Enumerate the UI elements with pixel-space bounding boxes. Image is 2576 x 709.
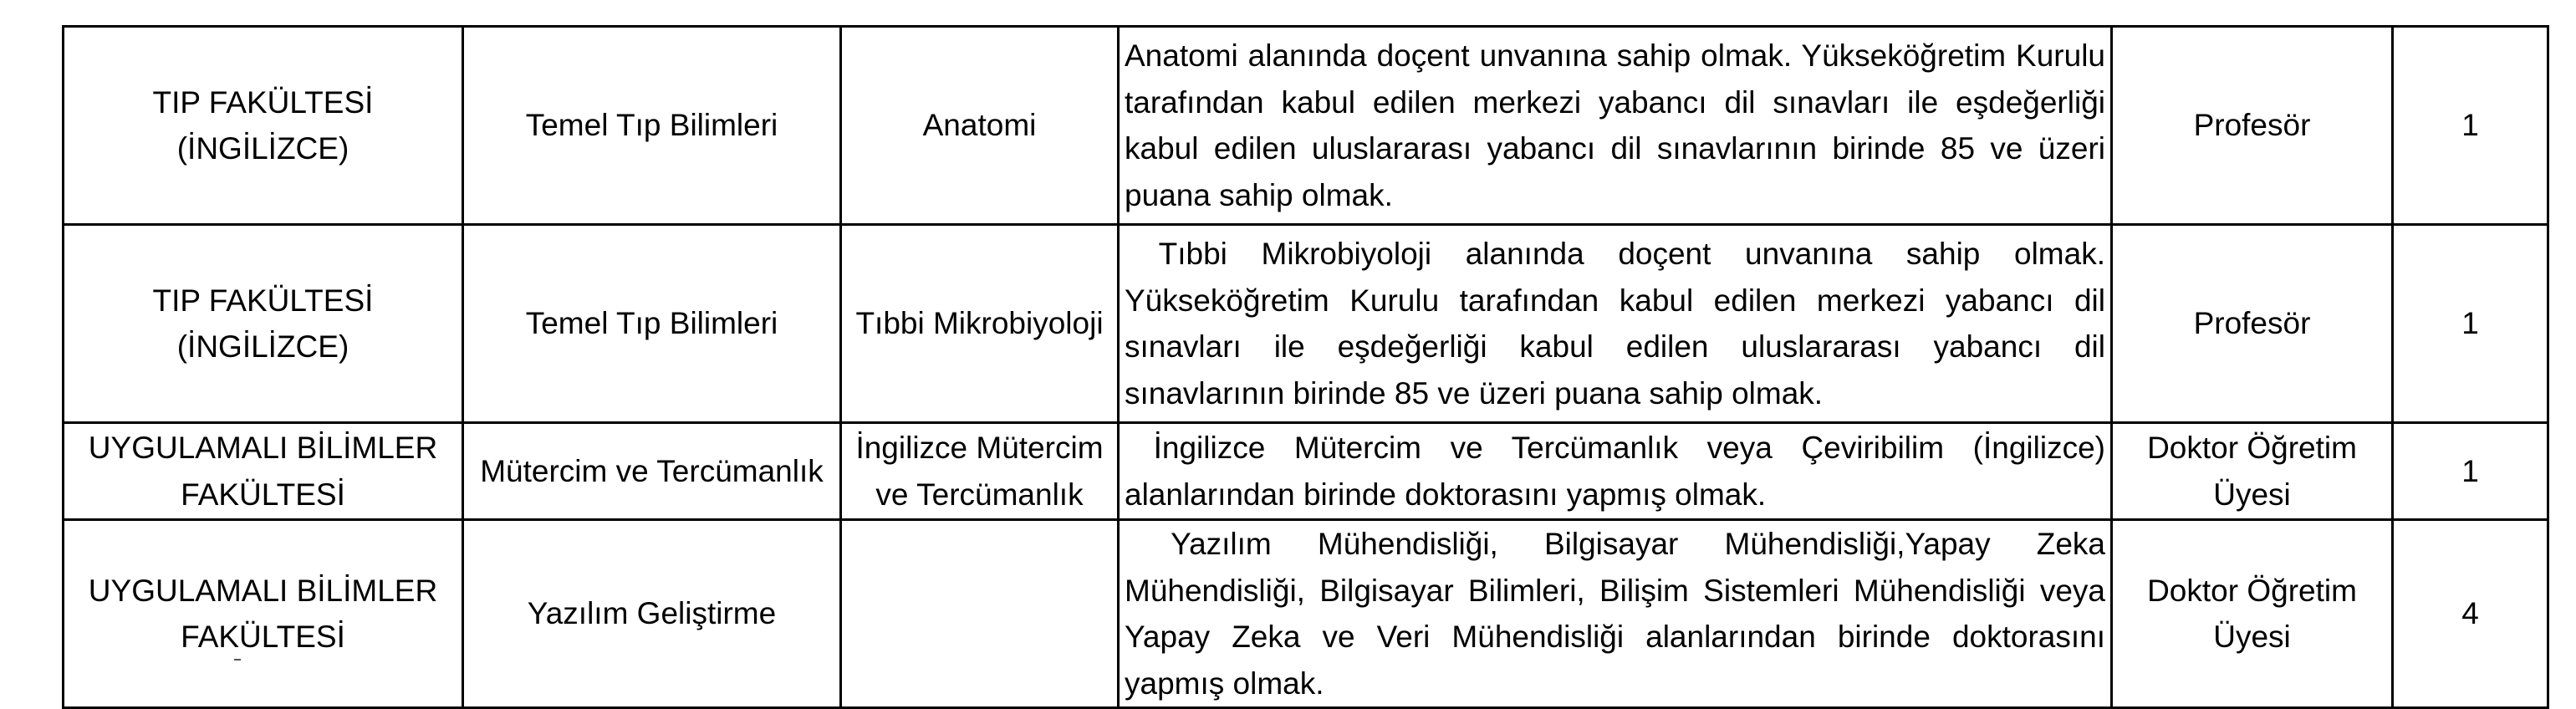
program-cell xyxy=(841,520,1119,708)
count-cell: 1 xyxy=(2393,423,2548,520)
department-cell: Temel Tıp Bilimleri xyxy=(463,27,841,225)
title-cell: Profesör xyxy=(2112,27,2393,225)
cropped-text-fragment xyxy=(234,659,241,667)
faculty-cell: UYGULAMALI BİLİMLER FAKÜLTESİ xyxy=(64,423,463,520)
title-cell: Profesör xyxy=(2112,225,2393,423)
count-cell: 4 xyxy=(2393,520,2548,708)
program-cell: Tıbbi Mikrobiyoloji xyxy=(841,225,1119,423)
requirements-cell: Yazılım Mühendisliği, Bilgisayar Mühendisliği,Yapay Zeka Mühendisliği, Bilgisayar Bilimleri, Bilişim Sistemleri Mühendisliği veya Yapay Zeka ve Veri Mühendisliği alanlarından birinde doktorasını yapmış olmak. xyxy=(1119,520,2112,708)
positions-table xyxy=(62,25,2549,709)
count-cell: 1 xyxy=(2393,225,2548,423)
program-cell: Anatomi xyxy=(841,27,1119,225)
faculty-cell: UYGULAMALI BİLİMLER FAKÜLTESİ xyxy=(64,520,463,708)
table-row xyxy=(64,27,2548,225)
table-row xyxy=(64,423,2548,520)
table-row xyxy=(64,520,2548,708)
department-cell: Temel Tıp Bilimleri xyxy=(463,225,841,423)
faculty-cell: TIP FAKÜLTESİ (İNGİLİZCE) xyxy=(64,225,463,423)
title-cell: Doktor Öğretim Üyesi xyxy=(2112,423,2393,520)
faculty-cell: TIP FAKÜLTESİ (İNGİLİZCE) xyxy=(64,27,463,225)
requirements-cell: İngilizce Mütercim ve Tercümanlık veya Çeviribilim (İngilizce) alanlarından birinde doktorasını yapmış olmak. xyxy=(1119,423,2112,520)
requirements-cell: Anatomi alanında doçent unvanına sahip olmak. Yükseköğretim Kurulu tarafından kabul edilen merkezi yabancı dil sınavları ile eşdeğerliği kabul edilen uluslararası yabancı dil sınavlarının birinde 85 ve üzeri puana sahip olmak. xyxy=(1119,27,2112,225)
count-cell: 1 xyxy=(2393,27,2548,225)
requirements-cell: Tıbbi Mikrobiyoloji alanında doçent unvanına sahip olmak. Yükseköğretim Kurulu tarafından kabul edilen merkezi yabancı dil sınavları ile eşdeğerliği kabul edilen uluslararası yabancı dil sınavlarının birinde 85 ve üzeri puana sahip olmak. xyxy=(1119,225,2112,423)
department-cell: Yazılım Geliştirme xyxy=(463,520,841,708)
program-cell: İngilizce Mütercim ve Tercümanlık xyxy=(841,423,1119,520)
title-cell: Doktor Öğretim Üyesi xyxy=(2112,520,2393,708)
table-row xyxy=(64,225,2548,423)
department-cell: Mütercim ve Tercümanlık xyxy=(463,423,841,520)
